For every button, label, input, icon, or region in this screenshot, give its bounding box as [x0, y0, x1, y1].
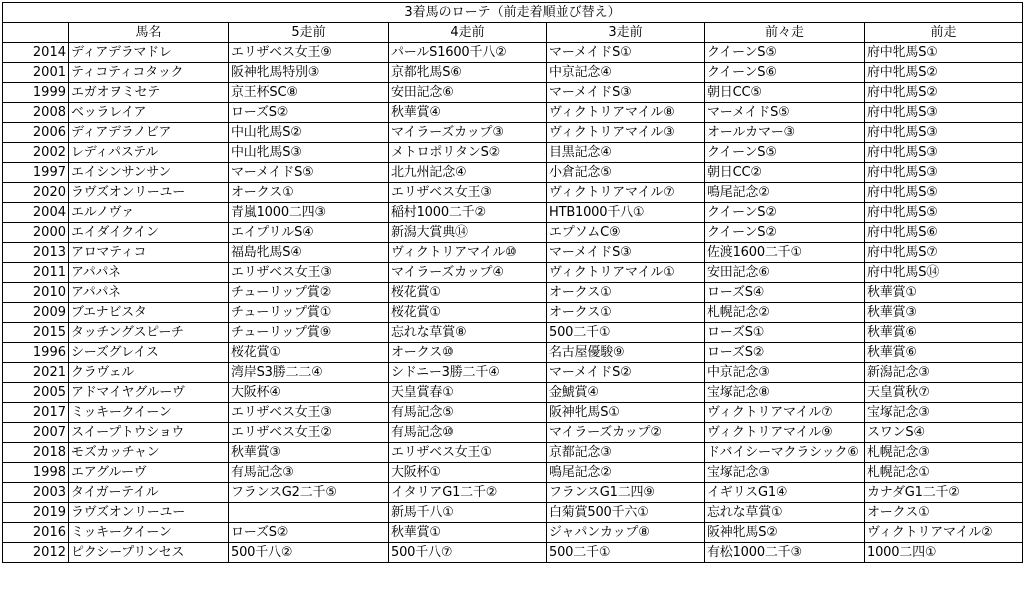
header-cell-year — [3, 23, 69, 43]
race-3rd-prior-cell: HTB1000千八① — [547, 203, 705, 223]
horse-name-cell: ラヴズオンリーユー — [69, 183, 229, 203]
race-5th-prior-cell: 有馬記念③ — [229, 463, 389, 483]
race-2nd-prior-cell: 中京記念③ — [705, 363, 865, 383]
race-4th-prior-cell: オークス⑩ — [389, 343, 547, 363]
year-cell: 2000 — [3, 223, 69, 243]
table-row — [3, 123, 1023, 143]
race-last-cell: 天皇賞秋⑦ — [865, 383, 1023, 403]
table-row — [3, 43, 1023, 63]
race-2nd-prior-cell: 鳴尾記念② — [705, 183, 865, 203]
race-4th-prior-cell: エリザベス女王③ — [389, 183, 547, 203]
year-cell: 2014 — [3, 43, 69, 63]
race-3rd-prior-cell: マーメイドS① — [547, 43, 705, 63]
race-5th-prior-cell: ローズS② — [229, 103, 389, 123]
table-row — [3, 203, 1023, 223]
table-row — [3, 323, 1023, 343]
race-4th-prior-cell: 稲村1000二千② — [389, 203, 547, 223]
race-5th-prior-cell: 阪神牝馬特別③ — [229, 63, 389, 83]
table-row — [3, 403, 1023, 423]
race-3rd-prior-cell: ヴィクトリアマイル③ — [547, 123, 705, 143]
race-last-cell: ヴィクトリアマイル② — [865, 523, 1023, 543]
year-cell: 2015 — [3, 323, 69, 343]
race-3rd-prior-cell: ヴィクトリアマイル① — [547, 263, 705, 283]
race-3rd-prior-cell: エプソムC⑨ — [547, 223, 705, 243]
header-cell-4th-prior: 4走前 — [389, 23, 547, 43]
race-5th-prior-cell: 京王杯SC⑧ — [229, 83, 389, 103]
race-4th-prior-cell: メトロポリタンS② — [389, 143, 547, 163]
year-cell: 2004 — [3, 203, 69, 223]
race-2nd-prior-cell: ローズS① — [705, 323, 865, 343]
race-3rd-prior-cell: 500二千① — [547, 543, 705, 563]
race-3rd-prior-cell: 小倉記念⑤ — [547, 163, 705, 183]
race-4th-prior-cell: 北九州記念④ — [389, 163, 547, 183]
table-row — [3, 503, 1023, 523]
race-5th-prior-cell: 桜花賞① — [229, 343, 389, 363]
year-cell: 2003 — [3, 483, 69, 503]
horse-name-cell: タイガーテイル — [69, 483, 229, 503]
race-4th-prior-cell: 有馬記念⑩ — [389, 423, 547, 443]
race-5th-prior-cell: 中山牝馬S③ — [229, 143, 389, 163]
horse-name-cell: エガオヲミセテ — [69, 83, 229, 103]
race-last-cell: オークス① — [865, 503, 1023, 523]
race-3rd-prior-cell: 白菊賞500千六① — [547, 503, 705, 523]
horse-name-cell: クラヴェル — [69, 363, 229, 383]
race-2nd-prior-cell: ヴィクトリアマイル⑦ — [705, 403, 865, 423]
table-row — [3, 543, 1023, 563]
table-row — [3, 463, 1023, 483]
race-3rd-prior-cell: 名古屋優駿⑨ — [547, 343, 705, 363]
race-4th-prior-cell: 京都牝馬S⑥ — [389, 63, 547, 83]
table-row — [3, 83, 1023, 103]
horse-name-cell: モズカッチャン — [69, 443, 229, 463]
race-last-cell: 府中牝馬S⑤ — [865, 203, 1023, 223]
race-2nd-prior-cell: ローズS④ — [705, 283, 865, 303]
race-2nd-prior-cell: オールカマー③ — [705, 123, 865, 143]
year-cell: 2006 — [3, 123, 69, 143]
horse-name-cell: エイシンサンサン — [69, 163, 229, 183]
race-last-cell: 札幌記念③ — [865, 443, 1023, 463]
table-row — [3, 383, 1023, 403]
race-5th-prior-cell: チューリップ賞① — [229, 303, 389, 323]
race-2nd-prior-cell: クイーンS② — [705, 223, 865, 243]
year-cell: 2011 — [3, 263, 69, 283]
header-cell-last-race: 前走 — [865, 23, 1023, 43]
race-4th-prior-cell: 秋華賞① — [389, 523, 547, 543]
race-4th-prior-cell: 桜花賞① — [389, 283, 547, 303]
table-row — [3, 63, 1023, 83]
race-2nd-prior-cell: 札幌記念② — [705, 303, 865, 323]
race-5th-prior-cell: 秋華賞③ — [229, 443, 389, 463]
year-cell: 2002 — [3, 143, 69, 163]
race-4th-prior-cell: 500千八⑦ — [389, 543, 547, 563]
header-cell-horse-name: 馬名 — [69, 23, 229, 43]
table-row — [3, 163, 1023, 183]
race-last-cell: スワンS④ — [865, 423, 1023, 443]
race-2nd-prior-cell: 佐渡1600二千① — [705, 243, 865, 263]
race-2nd-prior-cell: 忘れな草賞① — [705, 503, 865, 523]
race-2nd-prior-cell: ヴィクトリアマイル⑨ — [705, 423, 865, 443]
race-last-cell: 秋華賞⑥ — [865, 323, 1023, 343]
race-3rd-prior-cell: 500二千① — [547, 323, 705, 343]
race-4th-prior-cell: 新潟大賞典⑭ — [389, 223, 547, 243]
year-cell: 2021 — [3, 363, 69, 383]
race-last-cell: 秋華賞⑥ — [865, 343, 1023, 363]
race-3rd-prior-cell: ヴィクトリアマイル⑧ — [547, 103, 705, 123]
race-last-cell: 秋華賞③ — [865, 303, 1023, 323]
race-last-cell: 府中牝馬S⑭ — [865, 263, 1023, 283]
header-cell-3rd-prior: 3走前 — [547, 23, 705, 43]
race-last-cell: 秋華賞① — [865, 283, 1023, 303]
race-5th-prior-cell: 湾岸S3勝二二④ — [229, 363, 389, 383]
horse-name-cell: ラヴズオンリーユー — [69, 503, 229, 523]
race-last-cell: 府中牝馬S③ — [865, 123, 1023, 143]
year-cell: 2012 — [3, 543, 69, 563]
table-row — [3, 183, 1023, 203]
table-row — [3, 143, 1023, 163]
race-last-cell: 府中牝馬S⑤ — [865, 183, 1023, 203]
header-cell-5th-prior: 5走前 — [229, 23, 389, 43]
table-title: 3着馬のローテ（前走着順並び替え） — [3, 3, 1023, 23]
race-2nd-prior-cell: 宝塚記念⑧ — [705, 383, 865, 403]
race-4th-prior-cell: 新馬千八① — [389, 503, 547, 523]
race-5th-prior-cell: エイプリルS④ — [229, 223, 389, 243]
race-5th-prior-cell: 青嵐1000二四③ — [229, 203, 389, 223]
race-4th-prior-cell: 安田記念⑥ — [389, 83, 547, 103]
horse-name-cell: ミッキークイーン — [69, 523, 229, 543]
horse-name-cell: ディアデラマドレ — [69, 43, 229, 63]
race-3rd-prior-cell: マイラーズカップ② — [547, 423, 705, 443]
race-4th-prior-cell: パールS1600千八② — [389, 43, 547, 63]
race-3rd-prior-cell: 京都記念③ — [547, 443, 705, 463]
race-3rd-prior-cell: オークス① — [547, 303, 705, 323]
race-2nd-prior-cell: 有松1000二千③ — [705, 543, 865, 563]
race-3rd-prior-cell: フランスG1二四⑨ — [547, 483, 705, 503]
horse-name-cell: アパパネ — [69, 283, 229, 303]
horse-name-cell: スイープトウショウ — [69, 423, 229, 443]
race-5th-prior-cell: チューリップ賞② — [229, 283, 389, 303]
race-4th-prior-cell: ヴィクトリアマイル⑩ — [389, 243, 547, 263]
horse-name-cell: シーズグレイス — [69, 343, 229, 363]
table-row — [3, 263, 1023, 283]
race-5th-prior-cell: チューリップ賞⑨ — [229, 323, 389, 343]
table-row — [3, 103, 1023, 123]
horse-name-cell: ティコティコタック — [69, 63, 229, 83]
race-last-cell: 府中牝馬S⑦ — [865, 243, 1023, 263]
race-2nd-prior-cell: イギリスG1④ — [705, 483, 865, 503]
race-3rd-prior-cell: オークス① — [547, 283, 705, 303]
year-cell: 1996 — [3, 343, 69, 363]
year-cell: 1999 — [3, 83, 69, 103]
race-3rd-prior-cell: ヴィクトリアマイル⑦ — [547, 183, 705, 203]
race-2nd-prior-cell: クイーンS② — [705, 203, 865, 223]
race-last-cell: 府中牝馬S⑥ — [865, 223, 1023, 243]
race-2nd-prior-cell: ドバイシーマクラシック⑥ — [705, 443, 865, 463]
race-5th-prior-cell: 500千八② — [229, 543, 389, 563]
year-cell: 2020 — [3, 183, 69, 203]
horse-name-cell: アロマティコ — [69, 243, 229, 263]
race-4th-prior-cell: マイラーズカップ④ — [389, 263, 547, 283]
horse-name-cell: エルノヴァ — [69, 203, 229, 223]
race-2nd-prior-cell: クイーンS⑥ — [705, 63, 865, 83]
race-5th-prior-cell: マーメイドS⑤ — [229, 163, 389, 183]
horse-name-cell: タッチングスピーチ — [69, 323, 229, 343]
race-3rd-prior-cell: ジャパンカップ⑧ — [547, 523, 705, 543]
race-4th-prior-cell: 秋華賞④ — [389, 103, 547, 123]
race-4th-prior-cell: 天皇賞春① — [389, 383, 547, 403]
year-cell: 1998 — [3, 463, 69, 483]
race-5th-prior-cell: エリザベス女王③ — [229, 263, 389, 283]
race-5th-prior-cell: フランスG2二千⑤ — [229, 483, 389, 503]
race-3rd-prior-cell: 目黒記念④ — [547, 143, 705, 163]
year-cell: 2010 — [3, 283, 69, 303]
table-row — [3, 423, 1023, 443]
table-row — [3, 443, 1023, 463]
race-3rd-prior-cell: マーメイドS③ — [547, 243, 705, 263]
year-cell: 2018 — [3, 443, 69, 463]
race-5th-prior-cell: エリザベス女王② — [229, 423, 389, 443]
race-last-cell: 新潟記念③ — [865, 363, 1023, 383]
horse-name-cell: ピクシープリンセス — [69, 543, 229, 563]
race-2nd-prior-cell: 安田記念⑥ — [705, 263, 865, 283]
table-row — [3, 363, 1023, 383]
race-last-cell: 札幌記念① — [865, 463, 1023, 483]
race-2nd-prior-cell: 宝塚記念③ — [705, 463, 865, 483]
year-cell: 2019 — [3, 503, 69, 523]
table-row — [3, 483, 1023, 503]
race-2nd-prior-cell: 阪神牝馬S② — [705, 523, 865, 543]
race-5th-prior-cell: 福島牝馬S④ — [229, 243, 389, 263]
horse-name-cell: エイダイクイン — [69, 223, 229, 243]
race-last-cell: 府中牝馬S③ — [865, 163, 1023, 183]
header-cell-2nd-prior: 前々走 — [705, 23, 865, 43]
race-3rd-prior-cell: 中京記念④ — [547, 63, 705, 83]
race-2nd-prior-cell: 朝日CC② — [705, 163, 865, 183]
year-cell: 2013 — [3, 243, 69, 263]
race-2nd-prior-cell: ローズS② — [705, 343, 865, 363]
race-4th-prior-cell: 桜花賞① — [389, 303, 547, 323]
race-5th-prior-cell: 大阪杯④ — [229, 383, 389, 403]
race-5th-prior-cell: ローズS② — [229, 523, 389, 543]
year-cell: 2007 — [3, 423, 69, 443]
race-last-cell: 府中牝馬S② — [865, 63, 1023, 83]
race-4th-prior-cell: シドニー3勝二千④ — [389, 363, 547, 383]
race-last-cell: 府中牝馬S① — [865, 43, 1023, 63]
race-4th-prior-cell: 大阪杯① — [389, 463, 547, 483]
year-cell: 2001 — [3, 63, 69, 83]
horse-name-cell: アドマイヤグルーヴ — [69, 383, 229, 403]
year-cell: 2008 — [3, 103, 69, 123]
year-cell: 2009 — [3, 303, 69, 323]
race-5th-prior-cell: 中山牝馬S② — [229, 123, 389, 143]
race-2nd-prior-cell: 朝日CC⑤ — [705, 83, 865, 103]
year-cell: 2017 — [3, 403, 69, 423]
table-row — [3, 243, 1023, 263]
table-row — [3, 523, 1023, 543]
table-row — [3, 303, 1023, 323]
race-3rd-prior-cell: マーメイドS② — [547, 363, 705, 383]
horse-name-cell: ディアデラノビア — [69, 123, 229, 143]
race-2nd-prior-cell: マーメイドS⑤ — [705, 103, 865, 123]
race-last-cell: 宝塚記念③ — [865, 403, 1023, 423]
race-last-cell: 1000二四① — [865, 543, 1023, 563]
race-last-cell: 府中牝馬S② — [865, 83, 1023, 103]
race-3rd-prior-cell: 金鯱賞④ — [547, 383, 705, 403]
race-4th-prior-cell: イタリアG1二千② — [389, 483, 547, 503]
year-cell: 2016 — [3, 523, 69, 543]
table-row — [3, 223, 1023, 243]
horse-name-cell: ベッラレイア — [69, 103, 229, 123]
race-3rd-prior-cell: 鳴尾記念② — [547, 463, 705, 483]
table-row — [3, 343, 1023, 363]
race-2nd-prior-cell: クイーンS⑤ — [705, 43, 865, 63]
race-4th-prior-cell: マイラーズカップ③ — [389, 123, 547, 143]
race-3rd-prior-cell: 阪神牝馬S① — [547, 403, 705, 423]
race-last-cell: 府中牝馬S③ — [865, 103, 1023, 123]
horse-name-cell: アパパネ — [69, 263, 229, 283]
race-5th-prior-cell: エリザベス女王⑨ — [229, 43, 389, 63]
horse-name-cell: レディパステル — [69, 143, 229, 163]
race-4th-prior-cell: 忘れな草賞⑧ — [389, 323, 547, 343]
horse-name-cell: ブエナビスタ — [69, 303, 229, 323]
horse-name-cell: エアグルーヴ — [69, 463, 229, 483]
race-5th-prior-cell: オークス① — [229, 183, 389, 203]
title-row — [3, 3, 1023, 23]
rotation-table — [2, 2, 1023, 563]
race-last-cell: カナダG1二千② — [865, 483, 1023, 503]
race-4th-prior-cell: 有馬記念⑤ — [389, 403, 547, 423]
header-row — [3, 23, 1023, 43]
race-2nd-prior-cell: クイーンS⑤ — [705, 143, 865, 163]
race-5th-prior-cell — [229, 503, 389, 523]
year-cell: 2005 — [3, 383, 69, 403]
table-row — [3, 283, 1023, 303]
race-3rd-prior-cell: マーメイドS③ — [547, 83, 705, 103]
race-5th-prior-cell: エリザベス女王③ — [229, 403, 389, 423]
race-4th-prior-cell: エリザベス女王① — [389, 443, 547, 463]
race-last-cell: 府中牝馬S③ — [865, 143, 1023, 163]
horse-name-cell: ミッキークイーン — [69, 403, 229, 423]
year-cell: 1997 — [3, 163, 69, 183]
